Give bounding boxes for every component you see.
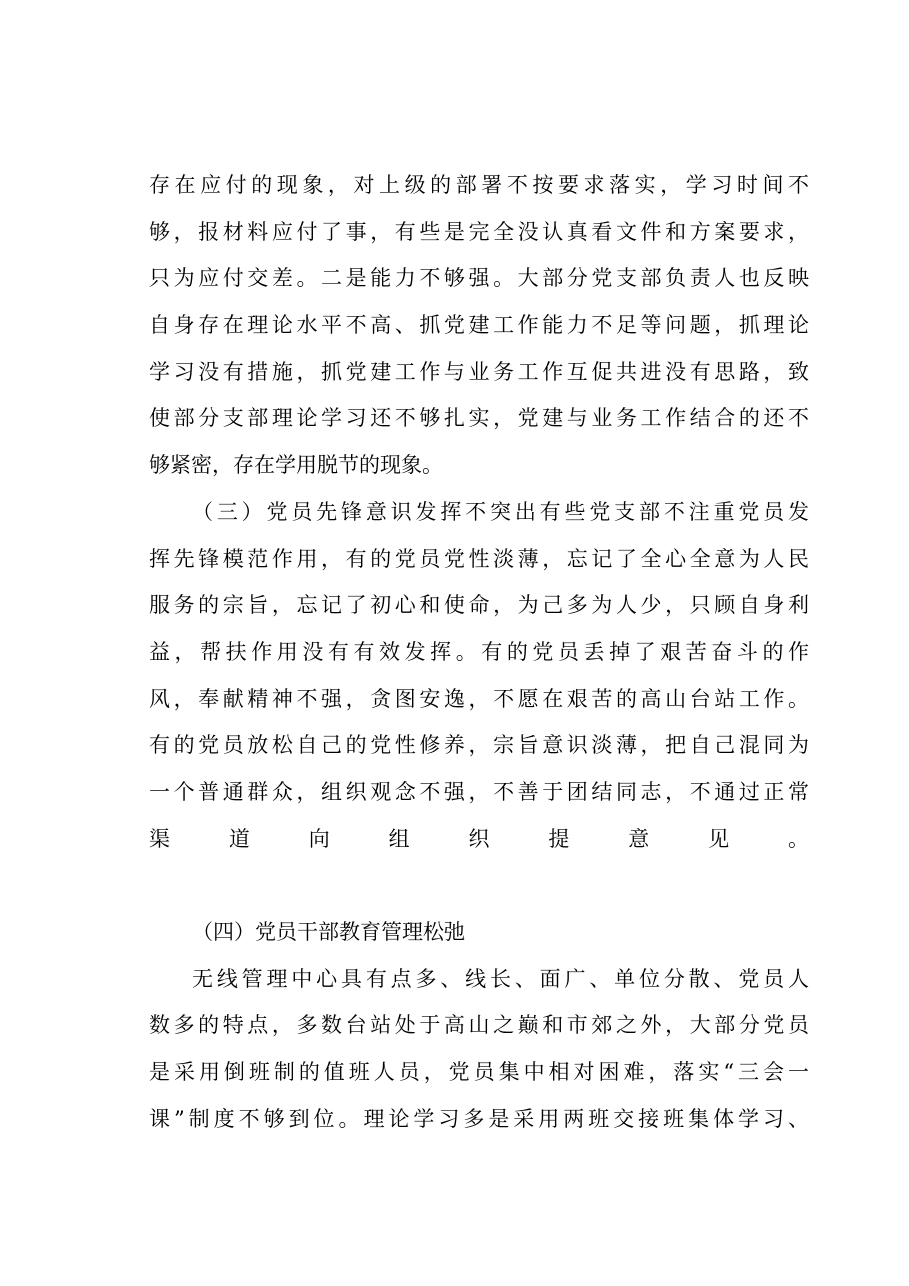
document-body xyxy=(149,162,809,1142)
section-heading-line: （三）党员先锋意识发挥不突出有些党支部不注重党员发 xyxy=(192,499,809,524)
body-line: 有的党员放松自己的党性修养，宗旨意识淡薄，把自己混同为 xyxy=(149,733,809,758)
body-line xyxy=(149,862,809,909)
body-line: 自身存在理论水平不高、抓党建工作能力不足等问题，抓理论 xyxy=(149,313,809,338)
body-line: 课”制度不够到位。理论学习多是采用两班交接班集体学习、 xyxy=(149,1106,809,1131)
body-line: 使部分支部理论学习还不够扎实，党建与业务工作结合的还不 xyxy=(149,406,809,431)
body-line: 够紧密，存在学用脱节的现象。 xyxy=(149,453,443,478)
body-line: 只为应付交差。二是能力不够强。大部分党支部负责人也反映 xyxy=(149,266,809,291)
body-line: 学习没有措施，抓党建工作与业务工作互促共进没有思路，致 xyxy=(149,359,809,384)
body-line: 够，报材料应付了事，有些是完全没认真看文件和方案要求， xyxy=(149,219,809,244)
body-line: 挥先锋模范作用，有的党员党性淡薄，忘记了全心全意为人民 xyxy=(149,546,809,571)
body-line: 服务的宗旨，忘记了初心和使命，为己多为人少，只顾自身利 xyxy=(149,593,809,618)
section-heading: （四）党员干部教育管理松弛 xyxy=(192,920,465,944)
body-line: 数多的特点，多数台站处于高山之巅和市郊之外，大部分党员 xyxy=(149,1013,809,1038)
body-line: 一个普通群众，组织观念不强，不善于团结同志，不通过正常 xyxy=(149,779,809,804)
body-line: 益，帮扶作用没有有效发挥。有的党员丢掉了艰苦奋斗的作 xyxy=(149,639,809,664)
body-line: 无线管理中心具有点多、线长、面广、单位分散、党员人 xyxy=(192,966,809,991)
body-line: 存在应付的现象，对上级的部署不按要求落实，学习时间不 xyxy=(149,173,809,197)
body-line: 风，奉献精神不强，贪图安逸，不愿在艰苦的高山台站工作。 xyxy=(149,686,809,711)
body-line: 是采用倒班制的值班人员，党员集中相对困难，落实“三会一 xyxy=(149,1060,809,1085)
body-line: 渠道向组织提意见。 xyxy=(149,826,809,851)
